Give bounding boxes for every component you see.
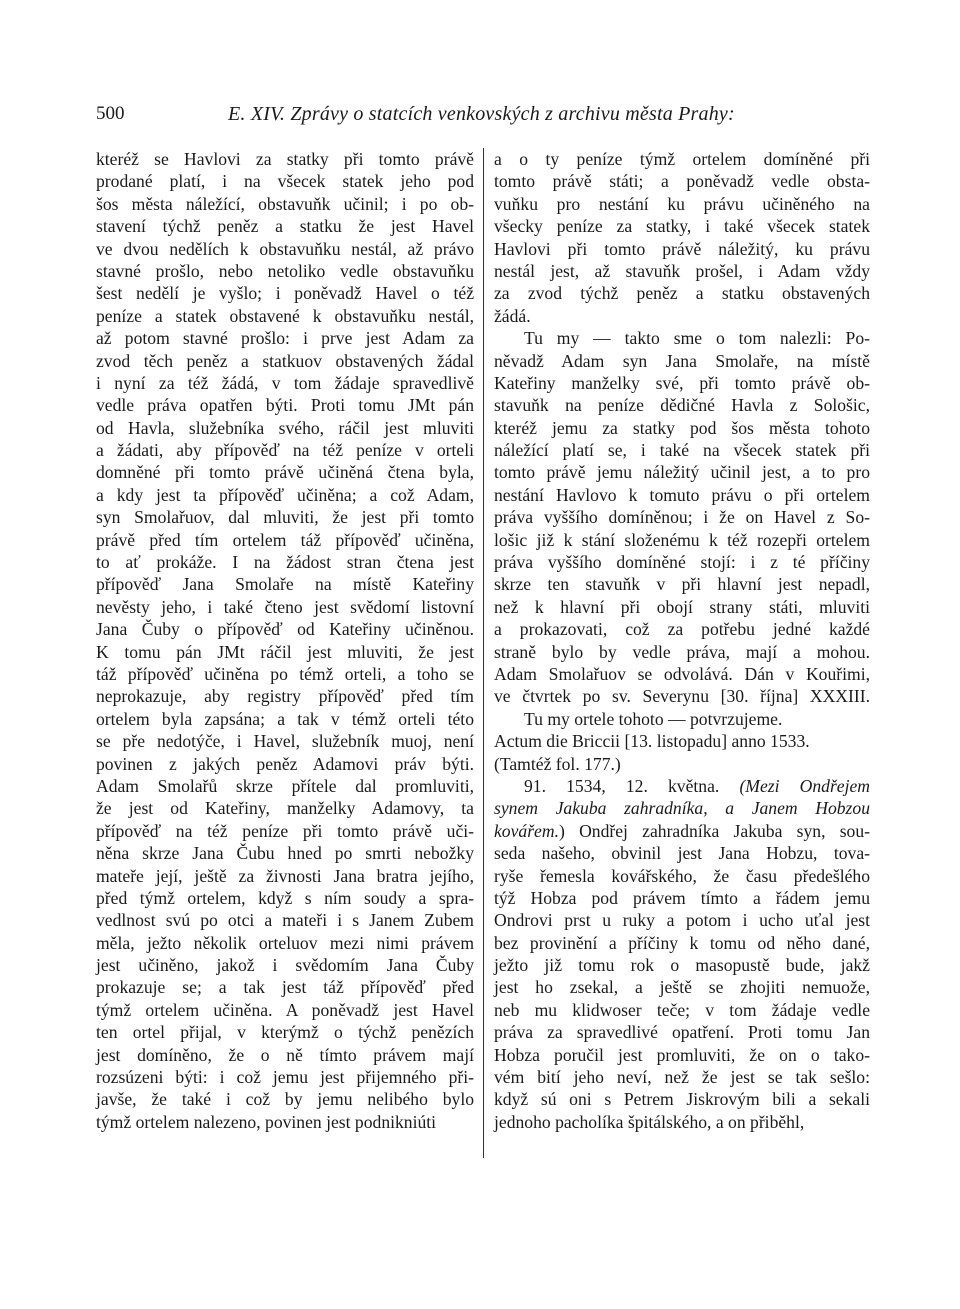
- text-line: Hobza poručil jest promluviti, že on o tako-: [494, 1044, 870, 1065]
- text-line: Jana Čuby o přípověď od Kateřiny učiněnou.: [96, 619, 474, 640]
- text-line: týmž ortelem nalezeno, povinen jest podnikniúti: [96, 1111, 437, 1132]
- text-line: za zvod týchž peněz a statku obstavených: [494, 283, 870, 304]
- text-line: Ondrovi prst u ruky a potom i ucho uťal jest: [494, 910, 870, 931]
- heading-italic: (Mezi Ondřejem: [719, 775, 870, 796]
- text-line: nestání Havlovo k tomuto právu o při ortelem: [494, 484, 870, 505]
- text-line: to ať prokáže. I na žádost stran čtena jest: [96, 552, 474, 573]
- text-line: prokazuje se; a tak jest táž přípověď před: [96, 977, 474, 998]
- text-line: měla, ježto několik orteluov mezi nimi právem: [96, 932, 474, 953]
- text-line: jednoho pacholíka špitálského, a on přiběhl,: [494, 1111, 805, 1132]
- text-line: vuňku pro nestání ku právu učiněného na: [494, 193, 870, 214]
- text-line: táž přípověď učiněna po témž orteli, a toho se: [96, 663, 474, 684]
- text-line: ryše řemesla kovářského, že času předešlého: [494, 865, 870, 886]
- text-line: vém bití jeho neví, než že jest se tak sešlo:: [494, 1067, 870, 1088]
- text-line: Kateřiny manželky své, při tomto právě ob-: [494, 372, 870, 393]
- text-line: práva vyššího domíněné stojí: i z té příčiny: [494, 552, 870, 573]
- text-line: všecky peníze za statky, i také všecek statek: [494, 216, 870, 237]
- text-line: nestál jest, až stavuňk prošel, i Adam vždy: [494, 260, 870, 281]
- text-line: bez provinění a příčiny k tomu od něho dané,: [494, 932, 870, 953]
- text-line: mateře její, ještě za živnosti Jana bratra jejího,: [96, 865, 474, 886]
- text-line: Actum die Briccii [13. listopadu] anno 1533.: [494, 731, 810, 752]
- text-line: šest nedělí je vyšlo; i poněvadž Havel o též: [96, 283, 474, 304]
- text-line: jest učiněno, jakož i svědomím Jana Čuby: [96, 955, 474, 976]
- running-head: [96, 100, 866, 128]
- text-line: ve dvou nedělích k obstavuňku nestál, až právo: [96, 238, 474, 259]
- text-line: peníze a statek obstavené k obstavuňku nestál,: [96, 305, 474, 326]
- text-line: týmž ortelem učiněna. A poněvadž jest Havel: [96, 999, 474, 1020]
- text-line: stavení týchž peněz a statku že jest Havel: [96, 216, 474, 237]
- text-line: Adam Smolařů skrze přítele dal promluviti,: [96, 775, 474, 796]
- text-line: právě před tím ortelem táž přípověď učiněna,: [96, 529, 474, 550]
- left-column: [96, 148, 474, 1133]
- text-line: kteréž jemu za statky pod šos města tohoto: [494, 417, 870, 438]
- text-line: žádá.: [494, 305, 531, 326]
- text-line: něna skrze Jana Čubu hned po smrti nebožky: [96, 843, 474, 864]
- text-line: kteréž se Havlovi za statky při tomto právě: [96, 149, 474, 169]
- text-line: lošic již k stání složenému k též rozepři ortelem: [494, 529, 870, 550]
- running-title: E. XIV. Zprávy o statcích venkovských z archivu města Prahy:: [228, 103, 735, 125]
- text-line: až potom stavné prošlo: i prve jest Adam za: [96, 328, 474, 349]
- text-line: jest domíněno, že o ně tímto právem mají: [96, 1044, 474, 1065]
- text-line: Havlovi při tomto právě náležitý, ku právu: [494, 238, 870, 259]
- text-line: týž Hobza pod právem tímto a řádem jemu: [494, 887, 870, 908]
- text-line: než k hlavní při obojí strany státi, mluviti: [494, 596, 870, 617]
- text-line: ve čtvrtek po sv. Severynu [30. října] XXXIII.: [494, 686, 870, 707]
- text-line: a o ty peníze týmž ortelem domíněné při: [494, 149, 870, 169]
- text-line: domněné při tomto právě učiněná čtena byla,: [96, 462, 474, 483]
- text-line: syn Smolařuov, dal mluviti, že jest při tomto: [96, 507, 474, 528]
- text-line: před týmž ortelem, když s ním soudy a spra-: [96, 887, 474, 908]
- text-line: rozsúzeni býti: i což jemu jest přijemného při-: [96, 1067, 474, 1088]
- text-line: ten ortel přijal, v kterýmž o týchž penězích: [96, 1022, 474, 1043]
- text-line: prodané platí, i na všecek statek jeho pod: [96, 171, 474, 192]
- text-line: šos města náležící, obstavuňk učinil; i po ob-: [96, 193, 474, 214]
- text-line: (Tamtéž fol. 177.): [494, 753, 621, 774]
- right-column: [494, 148, 870, 1133]
- text-line: povinen z jakých peněz Adamovi práv býti.: [96, 753, 474, 774]
- text-line: a žádati, aby přípověď na též peníze v orteli: [96, 440, 474, 461]
- text-line: Tu my ortele tohoto — potvrzujeme.: [524, 708, 783, 729]
- text-line: stavné prošlo, nebo netoliko vedle obstavuňku: [96, 260, 474, 281]
- text-line: náležící platí se, i také na všecek statek při: [494, 440, 870, 461]
- text-line: že jest od Kateřiny, manželky Adamovy, ta: [96, 798, 474, 819]
- text-line: Tu my — takto sme o tom nalezli: Po-: [524, 328, 870, 349]
- text-line: kovářem.) Ondřej zahradníka Jakuba syn, sou-: [494, 820, 870, 841]
- text-line: jest ho zsekal, a ještě se zhojiti nemuože,: [494, 977, 870, 998]
- text-line: tomto právě státi; a poněvadž vedle obsta-: [494, 171, 870, 192]
- text-line: Adam Smolařuov se odvolává. Dán v Kouřimi,: [494, 663, 870, 684]
- text-line: stavuňk na peníze dědičné Havla z Sološic,: [494, 395, 870, 416]
- text-line: přípověď na též peníze při tomto právě uči-: [96, 820, 474, 841]
- text-line: když sú oni s Petrem Jiskrovým bili a sekali: [494, 1089, 870, 1110]
- text-line: se pře nedotýče, i Havel, služebník muoj, není: [96, 731, 474, 752]
- text-line: neb mu klidwoser teče; v tom žádaje vedle: [494, 999, 870, 1020]
- text-line: vedlnost svú po otci a mateři i s Janem Zubem: [96, 910, 474, 931]
- text-line: K tomu pán JMt ráčil jest mluviti, že jest: [96, 641, 474, 662]
- text-line: nevěsty jeho, i také čteno jest svědomí listovní: [96, 596, 474, 617]
- text-line: vedle práva opatřen býti. Proti tomu JMt pán: [96, 395, 474, 416]
- page-number: 500: [96, 103, 125, 124]
- column-divider: [483, 148, 484, 1158]
- text-line: i nyní za též žádá, v tom žádaje spravedlivě: [96, 372, 474, 393]
- text-line: práva vyššího domíněnou; i že on Havel z So-: [494, 507, 870, 528]
- text-line: a prokazovati, což za potřebu jedné každé: [494, 619, 870, 640]
- text-line: zvod těch peněz a statkuov obstavených žádal: [96, 350, 474, 371]
- text-line: ježto již tomu rok o masopustě bude, jakž: [494, 955, 870, 976]
- text-line: práva za spravedlivé opatření. Proti tomu Jan: [494, 1022, 870, 1043]
- text-line: a kdy jest ta přípověď učiněna; a což Adam,: [96, 484, 474, 505]
- text-segment: ) Ondřej zahradníka Jakuba syn, sou-: [558, 820, 870, 841]
- text-line: tomto právě jemu náležitý učinil jest, a to pro: [494, 462, 870, 483]
- text-line: ortelem byla zapsána; a tak v témž orteli této: [96, 708, 474, 729]
- text-line: straně bylo by vedle práva, mají a mohou.: [494, 641, 870, 662]
- text-line: skrze ten stavuňk v při hlavní jest nepadl,: [494, 574, 870, 595]
- text-line: synem Jakuba zahradníka, a Janem Hobzou: [494, 798, 870, 819]
- text-line: javše, že také i což by jemu nelibého bylo: [96, 1089, 474, 1110]
- text-line: od Havla, služebníka svého, ráčil jest mluviti: [96, 417, 474, 438]
- text-line: seda našeho, obvinil jest Jana Hobzu, tova-: [494, 843, 870, 864]
- text-line: něvadž Adam syn Jana Smolaře, na místě: [494, 350, 870, 371]
- text-line: neprokazuje, aby registry přípověď před tím: [96, 686, 474, 707]
- text-line: 91. 1534, 12. května. (Mezi Ondřejem: [524, 775, 870, 796]
- text-line: přípověď Jana Smolaře na místě Kateřiny: [96, 574, 474, 595]
